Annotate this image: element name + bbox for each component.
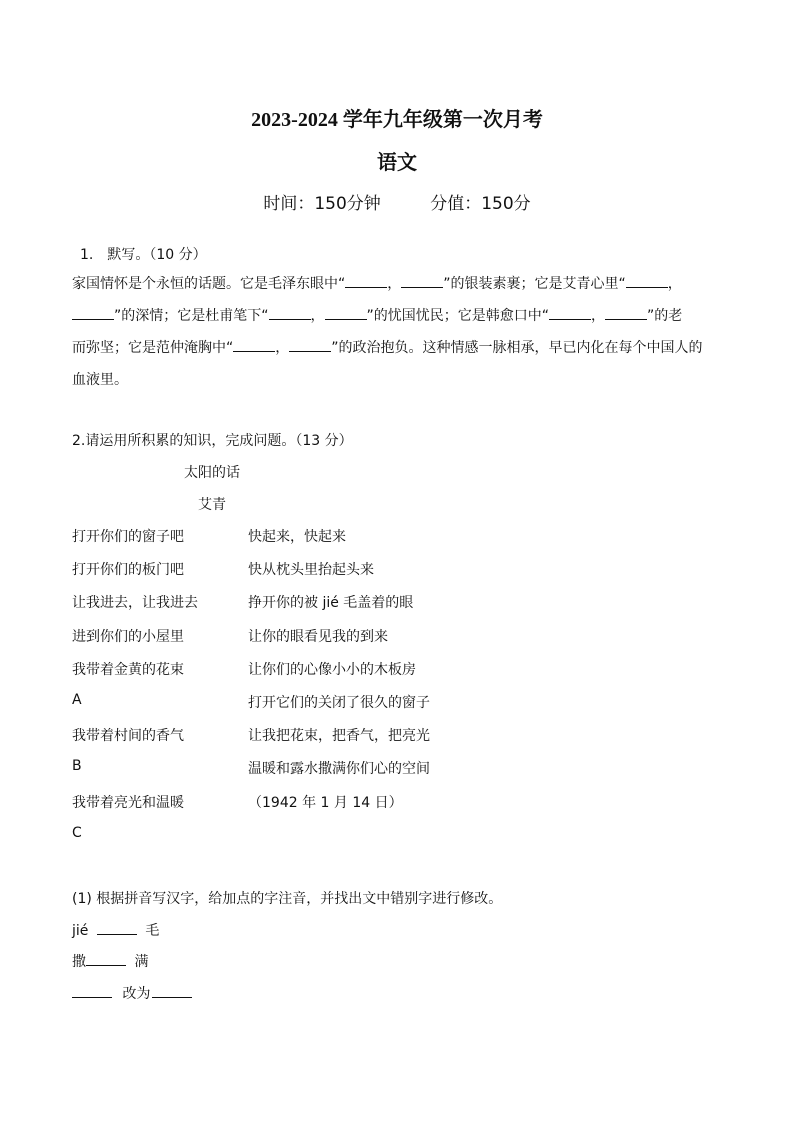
passage-text: 而弥坚；它是范仲淹胸中“ [72,340,234,356]
poem-right-column: 快起来，快起来 [248,529,346,545]
exam-meta [0,189,794,214]
time-limit: 时间：150分钟 [263,194,381,214]
subject-title: 语文 [377,150,417,174]
passage-line [72,268,722,300]
passage-text: ， [275,340,290,356]
poem-right-column: 让你的眼看见我的到来 [248,628,388,645]
fill-in-blank[interactable] [233,337,275,352]
poem-left-column: 我带着金黄的花束 [72,661,184,678]
passage-line [72,364,722,396]
passage-text: ， [591,308,606,324]
answer-line-1 [72,920,159,940]
poem-line [72,592,672,625]
fill-in-blank[interactable] [345,273,387,288]
poem-left-column: 让我进去，让我进去 [72,595,198,612]
passage-text: ”的银装素裹；它是艾青心里“ [443,276,626,292]
fill-in-blank[interactable] [325,305,367,320]
passage-text: 血液里。 [72,372,128,388]
passage-line [72,332,722,364]
fill-in-blank[interactable] [72,305,114,320]
answer-blank[interactable] [97,920,137,935]
passage-text: ， [310,308,325,324]
poem-right-column: 打开它们的关闭了很久的窗子 [248,695,430,711]
passage-text: ”的老 [647,308,683,324]
poem-line [72,659,672,692]
answer-line-2 [72,951,148,971]
poem-line [72,725,672,758]
fill-in-blank[interactable] [605,305,647,320]
poem-right-column: 让你们的心像小小的木板房 [248,661,416,678]
poem-author: 艾青 [198,497,226,513]
poem-left-column: C [72,824,82,841]
question-1-prompt: 默写。（10 分） [107,247,207,263]
poem-right-column: 挣开你的被 jié 毛盖着的眼 [248,595,414,612]
question-number: 1. [80,247,94,263]
answer-blank[interactable] [86,951,126,966]
poem-right-column: 让我把花束，把香气，把亮光 [248,728,430,745]
correction-label: 改为 [122,986,151,1002]
poem-left-column: B [72,758,82,775]
poem-title: 太阳的话 [184,465,240,481]
passage-text: ”的忧国忧民；它是韩愈口中“ [366,308,550,324]
poem-line [72,692,672,725]
poem-line [72,825,672,858]
question-1-heading [80,244,207,264]
poem-right-column: （1942 年 1 月 14 日） [248,794,403,811]
poem-left-column: 我带着村间的香气 [72,728,184,745]
poem-left-column: 打开你们的窗子吧 [72,529,184,545]
poem-line [72,626,672,659]
poem-left-column: A [72,692,82,708]
poem-left-column: 我带着亮光和温暖 [72,794,184,811]
poem-line [72,758,672,791]
poem-left-column: 打开你们的板门吧 [72,562,184,579]
wrong-char-blank[interactable] [72,983,112,998]
passage-text: ， [387,276,402,292]
passage-line [72,300,722,332]
answer-suffix: 毛 [145,923,160,939]
total-score: 分值：150分 [430,194,531,214]
poem-left-column: 进到你们的小屋里 [72,628,184,645]
answer-suffix: 满 [134,954,149,970]
fill-in-blank[interactable] [401,273,443,288]
poem-line [72,526,672,559]
passage-text: ”的深情；它是杜甫笔下“ [114,308,269,324]
poem-line [72,559,672,592]
poem-right-column: 温暖和露水撒满你们心的空间 [248,761,430,778]
question-2-heading: 2.请运用所积累的知识，完成问题。（13 分） [72,433,353,449]
passage-text: ， [667,276,682,292]
passage-text: ”的政治抱负。这种情感一脉相承，早已内化在每个中国人的 [331,340,703,356]
sub-question-1: (1) 根据拼音写汉字，给加点的字注音，并找出文中错别字进行修改。 [72,891,503,907]
poem-right-column: 快从枕头里抬起头来 [248,562,374,579]
answer-line-3 [72,983,192,1003]
poem-line [72,792,672,825]
fill-in-blank[interactable] [289,337,331,352]
question-1-passage [72,268,722,396]
fill-in-blank[interactable] [626,273,668,288]
fill-in-blank[interactable] [269,305,311,320]
char-prompt: 撒 [72,954,86,970]
correct-char-blank[interactable] [152,983,192,998]
passage-text: 家国情怀是个永恒的话题。它是毛泽东眼中“ [72,276,346,292]
fill-in-blank[interactable] [549,305,591,320]
exam-title: 2023-2024 学年九年级第一次月考 [251,109,543,131]
pinyin-prompt: jié [72,923,89,939]
